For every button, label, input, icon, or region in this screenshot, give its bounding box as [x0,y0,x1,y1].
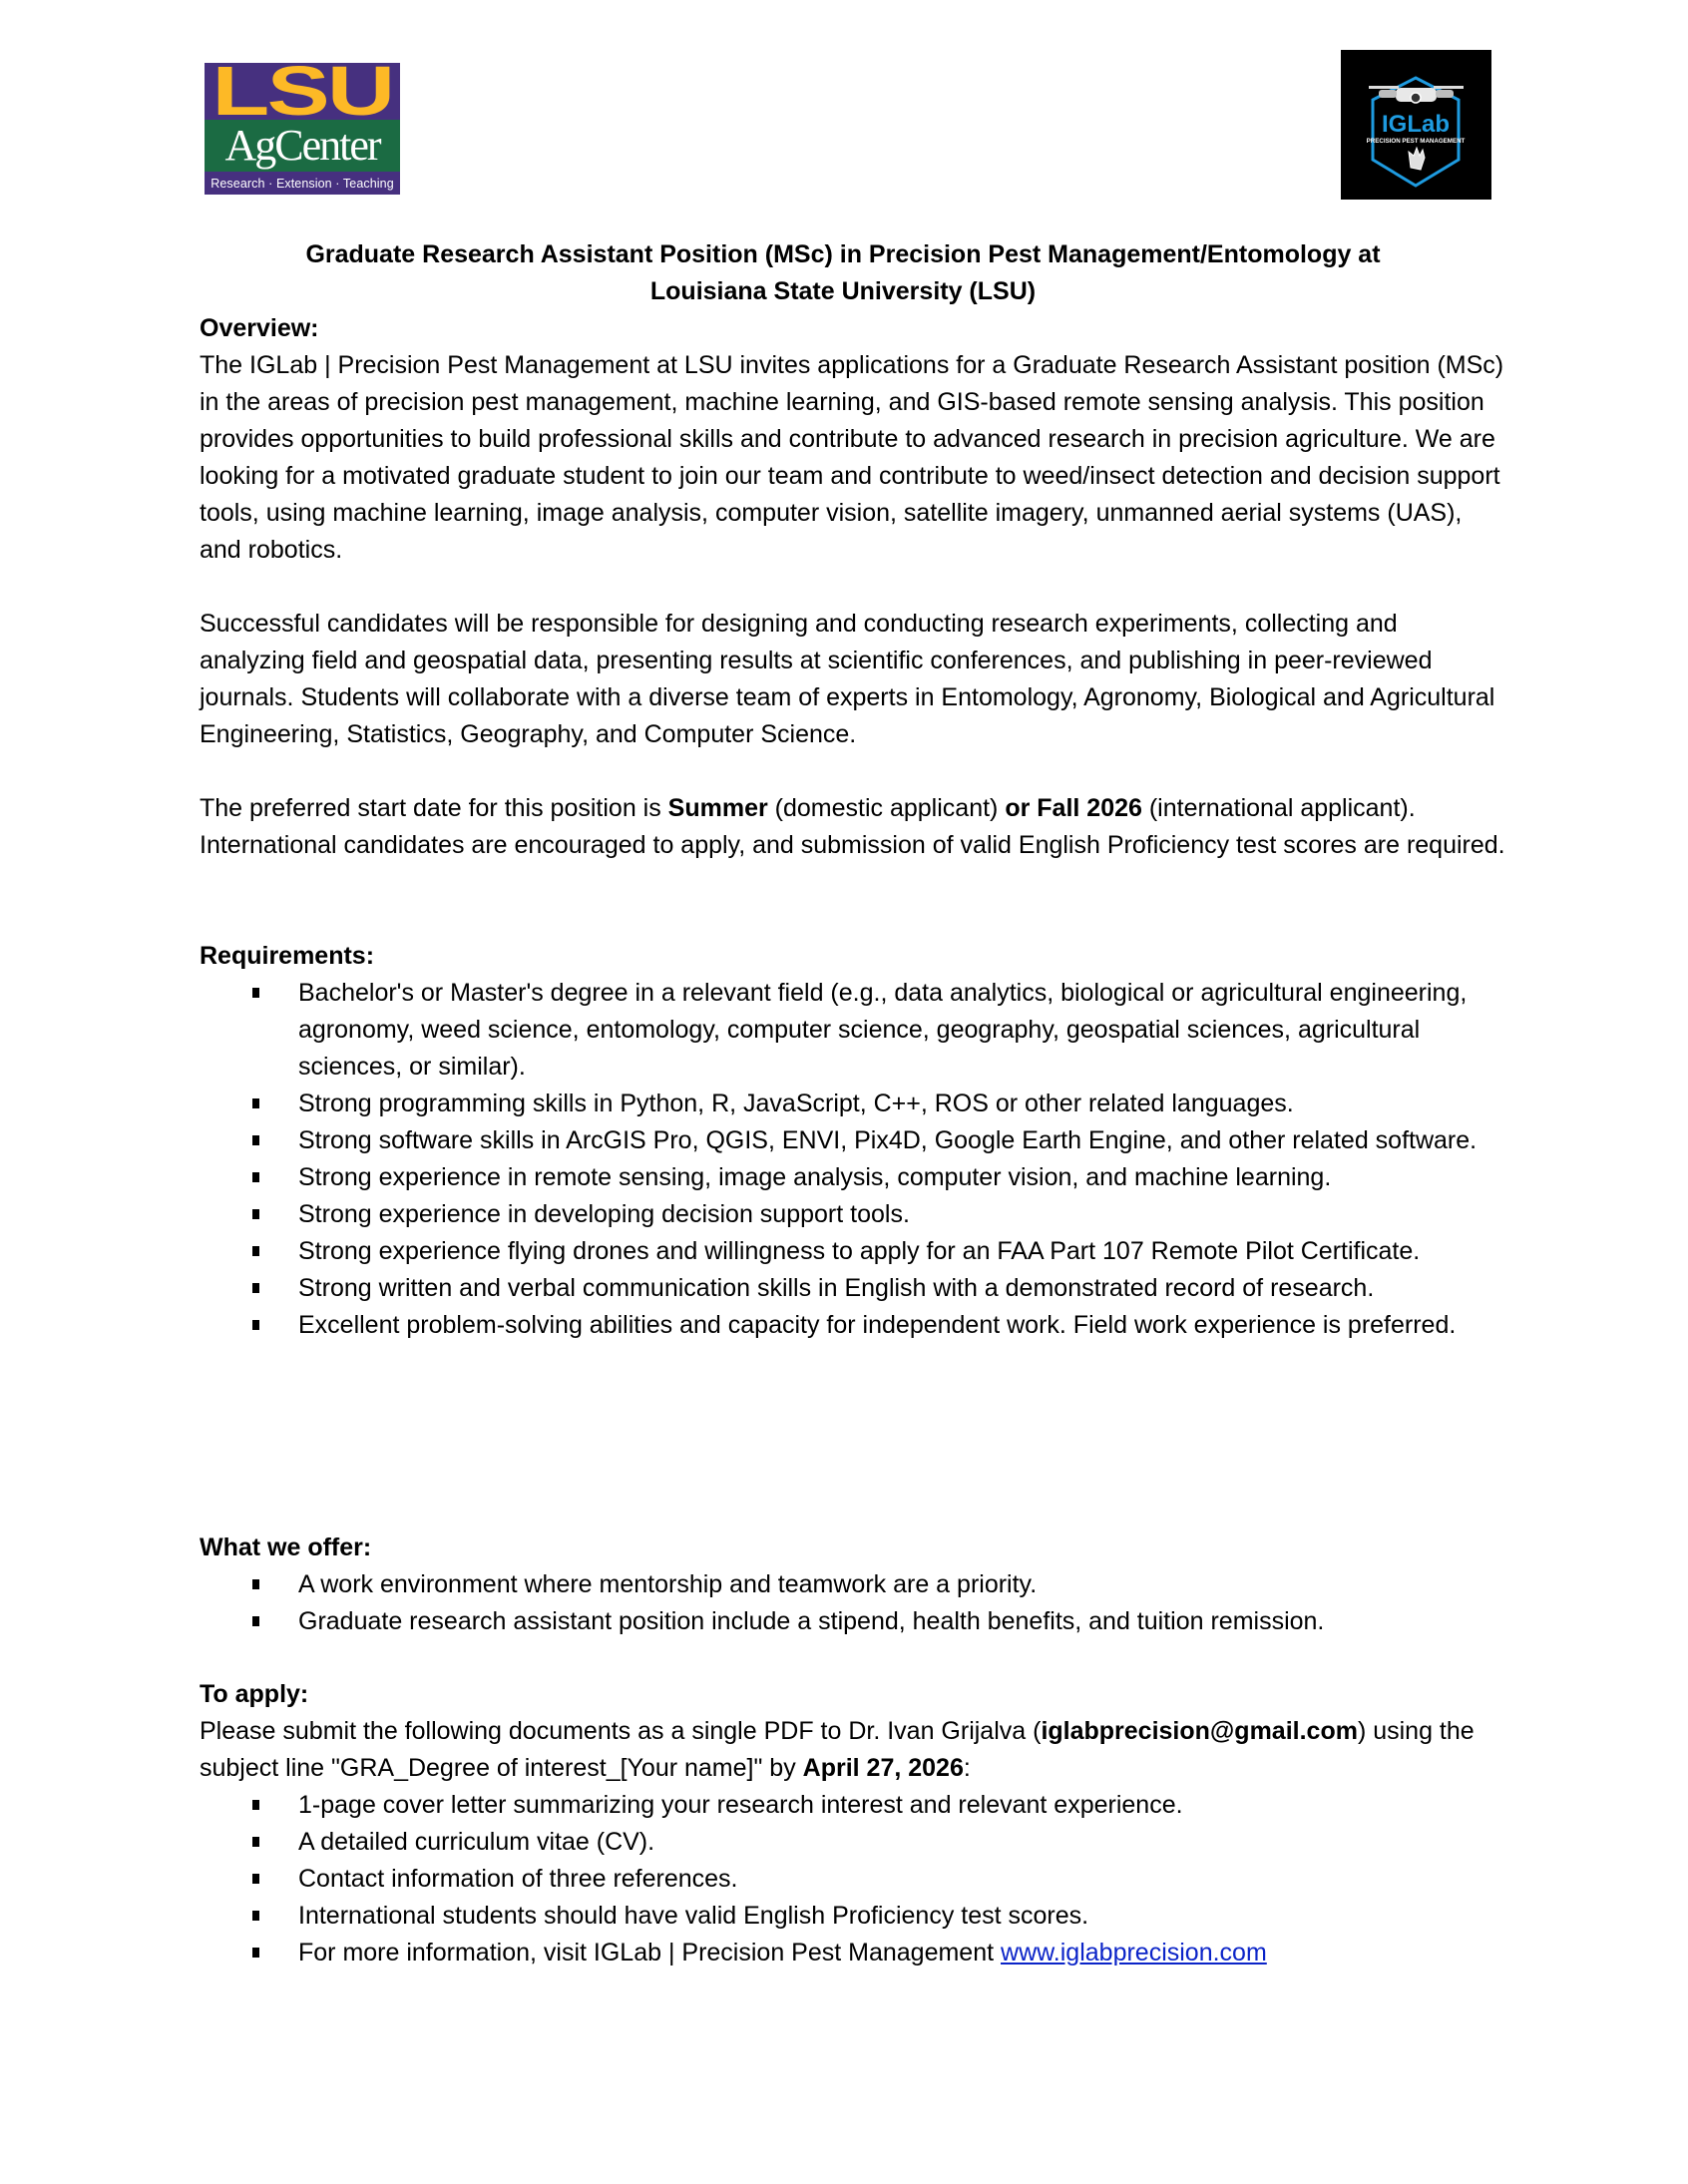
overview-heading: Overview: [200,314,319,342]
list-item: Strong experience in developing decision support tools. [200,1196,1506,1233]
lsu-logo-middle [205,120,400,172]
requirements-heading: Requirements: [200,942,375,970]
list-item: A work environment where mentorship and teamwork are a priority. [200,1566,1506,1603]
list-item: Contact information of three references. [200,1861,1506,1898]
lsu-agcenter-logo [205,63,400,195]
list-item: Strong experience in remote sensing, image analysis, computer vision, and machine learning. [200,1159,1506,1196]
requirements-list [200,975,1506,1344]
website-link[interactable]: www.iglabprecision.com [1001,1939,1267,1966]
iglab-logo [1341,50,1491,200]
apply-instructions [200,1713,1506,1787]
apply-text: ) using the subject line "GRA_Degree of interest_[Your name]" by [200,1717,1475,1782]
overview-paragraph-1: The IGLab | Precision Pest Management at LSU invites applications for a Graduate Research Assistant position (MSc) in the areas of precision pest management, machine learning, and GIS-based remote sensing analysis. This position provides opportunities to build professional skills and contribute to advanced research in precision agriculture. We are looking for a motivated graduate student to join our team and contribute to weed/insect detection and decision support tools, using machine learning, image analysis, computer vision, satellite imagery, unmanned aerial systems (UAS), and robotics. [200,351,1504,564]
list-item: Strong software skills in ArcGIS Pro, QGIS, ENVI, Pix4D, Google Earth Engine, and other related software. [200,1122,1506,1159]
offer-section [200,1529,1506,1640]
overview-paragraph-3 [200,790,1506,864]
offer-list [200,1566,1506,1640]
contact-email[interactable]: iglabprecision@gmail.com [1041,1717,1358,1745]
requirements-section [200,938,1506,1344]
start-date-text: (domestic applicant) [767,794,1006,822]
list-item: International students should have valid English Proficiency test scores. [200,1898,1506,1935]
lsu-logo-top [205,63,400,120]
list-item: A detailed curriculum vitae (CV). [200,1824,1506,1861]
offer-heading: What we offer: [200,1533,372,1561]
list-item: Strong programming skills in Python, R, JavaScript, C++, ROS or other related languages. [200,1086,1506,1122]
list-item: 1-page cover letter summarizing your research interest and relevant experience. [200,1787,1506,1824]
apply-section [200,1676,1506,1971]
apply-heading: To apply: [200,1680,309,1708]
list-item: Strong experience flying drones and willingness to apply for an FAA Part 107 Remote Pilot Certificate. [200,1233,1506,1270]
list-item: Strong written and verbal communication skills in English with a demonstrated record of research. [200,1270,1506,1307]
start-date-text: (international applicant). International candidates are encouraged to apply, and submission of valid English Proficiency test scores are required. [200,794,1505,859]
list-item: Excellent problem-solving abilities and capacity for independent work. Field work experience is preferred. [200,1307,1506,1344]
start-date-text: The preferred start date for this position is [200,794,668,822]
overview-paragraph-2: Successful candidates will be responsible for designing and conducting research experiments, collecting and analyzing field and geospatial data, presenting results at scientific conferences, and publishing in peer-reviewed journals. Students will collaborate with a diverse team of experts in Entomology, Agronomy, Biological and Agricultural Engineering, Statistics, Geography, and Computer Science. [200,610,1495,748]
apply-documents-list [200,1787,1506,1971]
apply-text: Please submit the following documents as a single PDF to Dr. Ivan Grijalva ( [200,1717,1042,1745]
list-item: Bachelor's or Master's degree in a relevant field (e.g., data analytics, biological or agricultural engineering, agronomy, weed science, entomology, computer science, geography, geospatial sciences, agricultural sciences, or similar). [200,975,1506,1086]
page-title [200,236,1486,310]
lsu-logo-tagline: Research · Extension · Teaching [205,172,400,195]
title-line-1: Graduate Research Assistant Position (MSc) in Precision Pest Management/Entomology at [305,240,1381,268]
title-line-2: Louisiana State University (LSU) [649,277,1037,305]
list-item [200,1935,1506,1971]
drone-shield-icon [1341,50,1491,200]
list-item: Graduate research assistant position include a stipend, health benefits, and tuition remission. [200,1603,1506,1640]
start-date-summer: Summer [667,794,768,822]
svg-text:IGLab: IGLab [1381,111,1451,138]
more-info-text: For more information, visit IGLab | Precision Pest Management [298,1939,1002,1966]
start-date-fall: or Fall 2026 [1005,794,1142,822]
overview-section [200,310,1506,864]
lsu-logo-agcenter: AgCenter [224,121,380,170]
apply-text: : [963,1754,971,1782]
lsu-logo-letters: LSU [211,63,393,120]
deadline-date: April 27, 2026 [802,1754,964,1782]
svg-text:PRECISION PEST MANAGEMENT: PRECISION PEST MANAGEMENT [1366,138,1466,145]
